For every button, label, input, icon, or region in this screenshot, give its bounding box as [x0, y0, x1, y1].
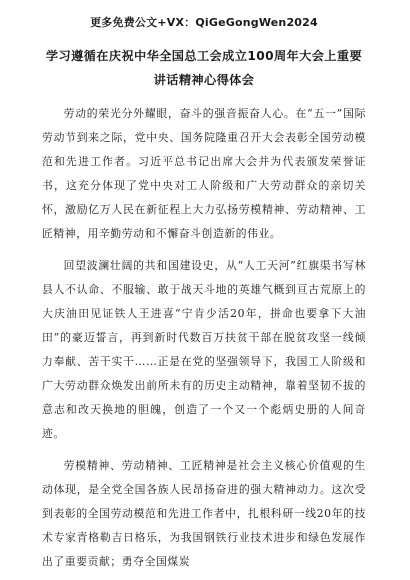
watermark-header: 更多免费公文+VX：QiGeGongWen2024: [90, 16, 318, 29]
paragraph-3: 劳模精神、劳动精神、工匠精神是社会主义核心价值观的生动体现，是全党全国各族人民昂扬奋进的强大精神动力。这次受到表彰的全国劳动模范和先进工作者中，扎根科研一线20年的技术专家青格勒吉日格乐，为我国钢铁行业技术进步和绿色发展作出了重要贡献；勇夺全国煤炭: [42, 459, 366, 568]
document-title: 学习遵循在庆祝中华全国总工会成立100周年大会上重要讲话精神心得体会: [45, 49, 363, 87]
paragraph-2: 回望波澜壮阔的共和国建设史，从“人工天河”红旗渠书写林县人不认命、不服输、敢于战天斗地的英雄气概到亘古荒原上的大庆油田见证铁人王进喜“宁肯少活20年，拼命也要拿下大油田”的豪迈誓言，再到新时代数百万扶贫干部在脱贫攻坚一线倾力奉献、苦干实干……正是在党的坚强领导下，我国工人阶级和广大劳动群众焕发出前所未有的历史主动精神，靠着坚韧不拔的意志和改天换地的胆魄，创造了一个又一个彪炳史册的人间奇迹。: [42, 259, 366, 440]
document-body: [42, 102, 366, 574]
paragraph-1: 劳动的荣光分外耀眼，奋斗的强音振奋人心。在“五一”国际劳动节到来之际，党中央、国务院隆重召开大会表彰全国劳动模范和先进工作者。习近平总书记出席大会并为代表颁发荣誉证书，这充分体现了党中央对工人阶级和广大劳动群众的亲切关怀，激励亿万人民在新征程上大力弘扬劳模精神、劳动精神、工匠精神，用辛勤劳动和不懈奋斗创造新的伟业。: [42, 107, 366, 240]
